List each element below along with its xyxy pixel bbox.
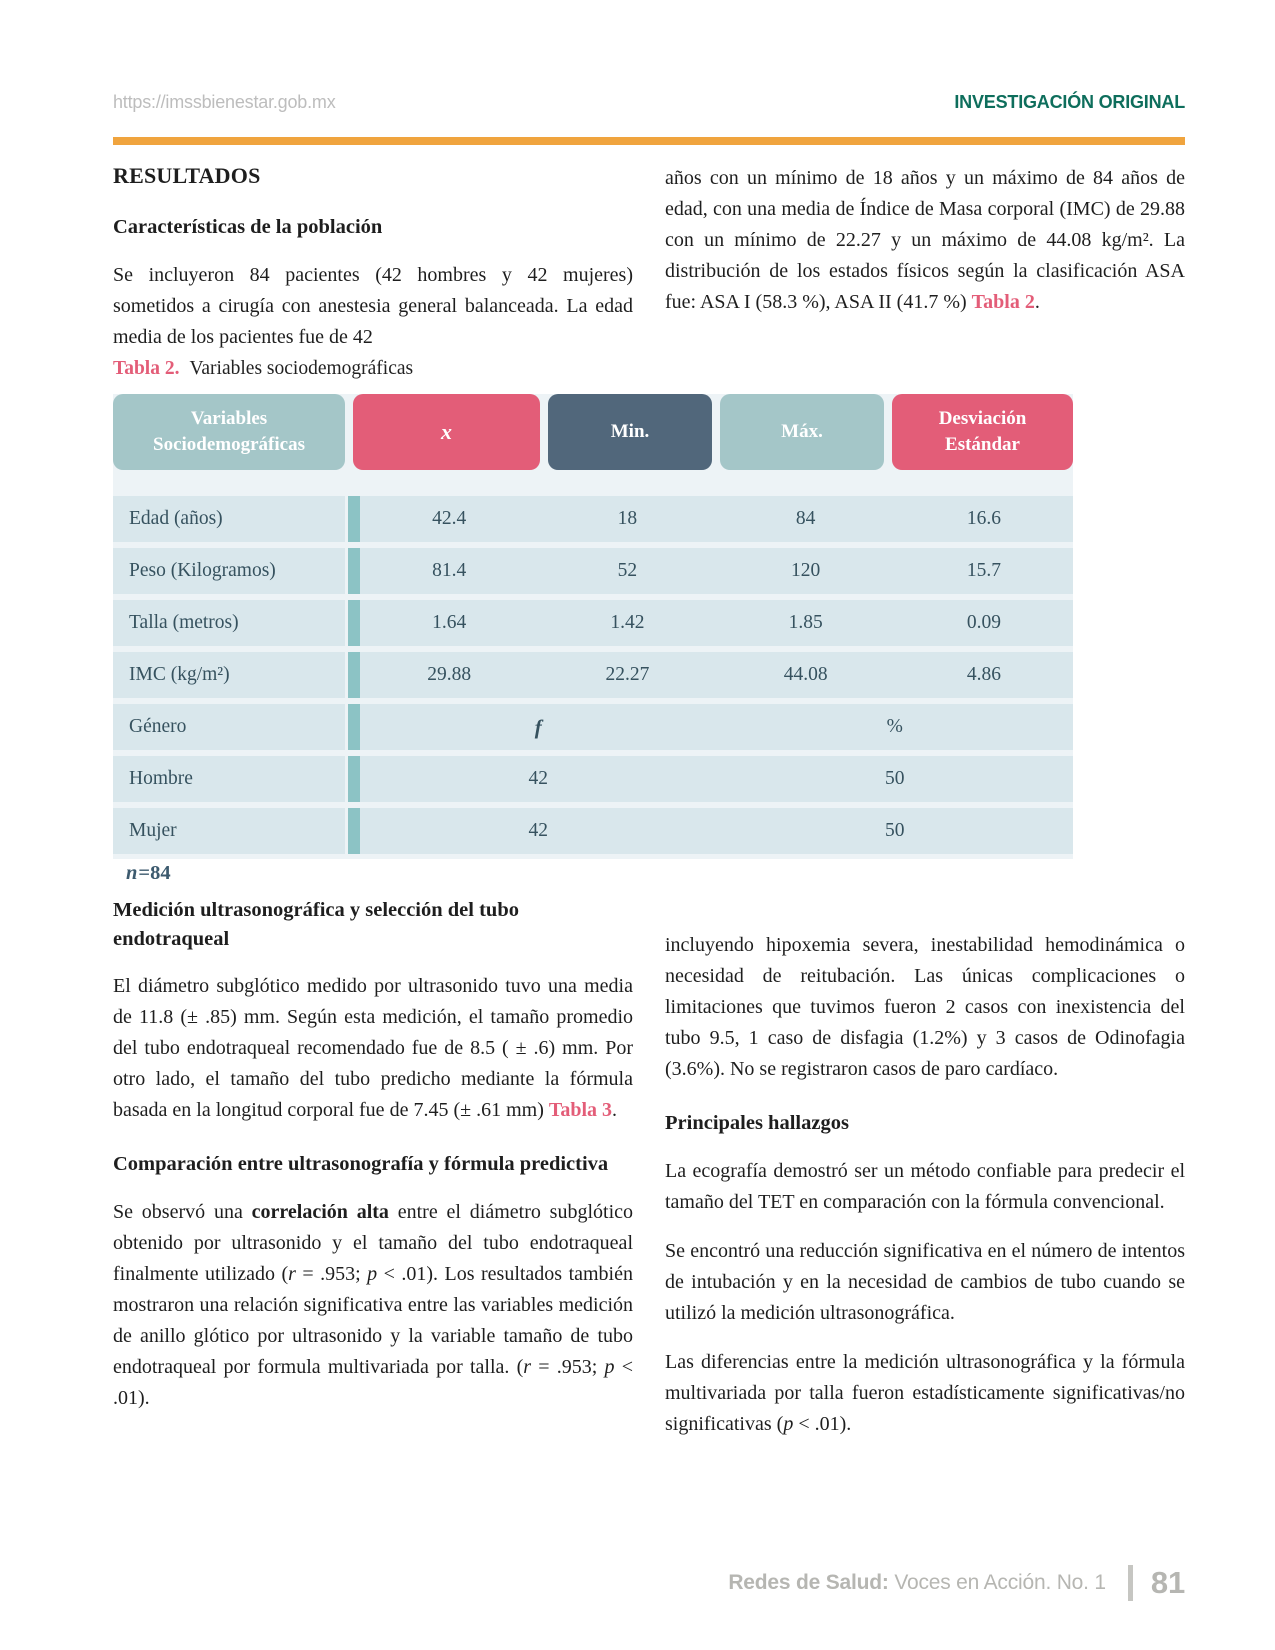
cell-value: 1.64 [432,612,467,633]
footer-divider-bar [1128,1565,1133,1601]
paragraph-hallazgos-3 [665,1347,1185,1440]
text-segment: Se observó una [113,1201,252,1224]
teal-accent-strip [348,808,360,854]
table-row-edad [113,496,1073,542]
page-number: 81 [1150,1565,1185,1600]
text-segment: r [523,1356,532,1379]
text-segment: < .01). [113,1356,633,1410]
text-segment: =84 [138,862,171,884]
text-segment: p [783,1412,794,1435]
text-segment: entre el diámetro subglótico obtenido por ultrasonido y el tamaño del tubo endotraqueal finalmente utilizado ( [113,1201,633,1286]
cell-value: 50 [885,768,905,789]
cell-value: 0.09 [966,612,1001,633]
teal-accent-strip [348,756,360,802]
paragraph-population-left [113,260,633,353]
page-footer [113,1565,1185,1601]
teal-accent-strip [348,704,360,750]
text-segment: p [604,1356,615,1379]
teal-accent-strip [348,652,360,698]
text-segment: incluyendo hipoxemia severa, inestabilidad hemodinámica o necesidad de reitubación. Las únicas complicaciones o limitaciones que tuvimos fueron 2 casos con inexistencia del tubo 9.5, 1 caso de disfagia (1.2%) y 3 casos de Odinofagia (3.6%). No se registraron casos de paro cardíaco. [665,934,1185,1080]
row-data [360,704,1073,750]
header-cell-max: Máx. [720,394,884,470]
page-header [113,92,1185,113]
row-data [360,496,1073,542]
text-segment: < .01). [793,1412,852,1435]
cell-percent-symbol: % [886,716,903,737]
row-label: IMC (kg/m²) [113,652,345,698]
cell-value: 29.88 [427,664,472,685]
table-row-mujer [113,808,1073,854]
row-label: Talla (metros) [113,600,345,646]
table-row-hombre [113,756,1073,802]
table-row-imc [113,652,1073,698]
cell-value: 120 [791,560,821,581]
subsection-hallazgos-title: Principales hallazgos [665,1112,849,1134]
table-row-peso [113,548,1073,594]
row-data [360,600,1073,646]
text-segment: n [126,862,138,884]
table2-caption [113,358,413,380]
bottom-column-right [665,930,1185,1440]
paragraph-comparacion [113,1197,633,1414]
row-data [360,808,1073,854]
cell-value: 4.86 [966,664,1001,685]
table-row-genero [113,704,1073,750]
journal-name [728,1571,1106,1595]
text-segment: Se encontró una reducción significativa en el número de intentos de intubación y en la necesidad de cambios de tubo cuando se utilizó la medición ultrasonográfica. [665,1239,1185,1324]
text-segment: Las diferencias entre la medición ultrasonográfica y la fórmula multivariada por talla fueron estadísticamente significativas/no significativas ( [665,1350,1185,1435]
row-label: Edad (años) [113,496,345,542]
results-column-right [665,163,1185,318]
text-segment: . [1034,291,1040,313]
row-label: Género [113,704,345,750]
header-cell-variables: Variables Sociodemográficas [113,394,345,470]
paragraph-population-right [665,163,1185,318]
table2-sociodemographic [113,394,1073,859]
cell-value: 50 [885,820,905,841]
subsection-medicion-title: Medición ultrasonográfica y selección del tubo endotraqueal [113,899,519,950]
cell-value: 42 [528,820,548,841]
article-category-label: INVESTIGACIÓN ORIGINAL [954,92,1185,112]
table-row-talla [113,600,1073,646]
text-segment: < .01). Los resultados también mostraron una relación significativa entre las variables medición de anillo glótico por ultrasonido y la variable tamaño de tubo endotraqueal por formula multivariada por talla. ( [113,1263,633,1379]
row-data [360,756,1073,802]
text-segment: La ecografía demostró ser un método confiable para predecir el tamaño del TET en comparación con la fórmula convencional. [665,1159,1185,1213]
cell-value: 16.6 [966,508,1001,529]
row-label: Peso (Kilogramos) [113,548,345,594]
cell-value: 18 [617,508,638,529]
cell-frequency-symbol: f [534,714,542,739]
results-column-left [113,163,633,353]
cell-value: 1.85 [788,612,823,633]
journal-name-rest: Voces en Acción. No. 1 [888,1571,1106,1594]
paragraph-medicion [113,971,633,1126]
gold-divider-rule [113,137,1185,145]
paragraph-hallazgos-2 [665,1236,1185,1329]
subsection-comparacion-title: Comparación entre ultrasonografía y fórmula predictiva [113,1153,609,1176]
teal-accent-strip [348,496,360,542]
cell-value: 84 [795,508,816,529]
text-segment: correlación alta [251,1201,389,1224]
row-label: Mujer [113,808,345,854]
bottom-column-left [113,896,633,1414]
text-segment: . [612,1099,618,1122]
cell-value: 44.08 [783,664,828,685]
cell-value: 22.27 [605,664,650,685]
header-cell-std-dev: Desviación Estándar [892,394,1073,470]
text-segment: El diámetro subglótico medido por ultrasonido tuvo una media de 11.8 (± .85) mm. Según esta medición, el tamaño promedio del tubo endotraqueal recomendado fue de 8.5 ( ± .6) mm. Por otro lado, el tamaño del tubo predicho mediante la fórmula basada en la longitud corporal fue de 7.45 (± .61 mm) [113,975,633,1122]
cell-value: 15.7 [966,560,1001,581]
row-data [360,548,1073,594]
cell-value: 42 [528,768,548,789]
row-label: Hombre [113,756,345,802]
table2-caption-label: Tabla 2. [113,358,180,379]
cell-value: 1.42 [610,612,645,633]
paragraph-hallazgos-1 [665,1156,1185,1218]
table2-sample-size-note [126,862,171,885]
text-segment: r [288,1263,296,1286]
text-segment: Se incluyeron 84 pacientes (42 hombres y 42 mujeres) sometidos a cirugía con anestesia general balanceada. La edad media de los pacientes fue de 42 [113,263,633,348]
journal-name-bold: Redes de Salud: [728,1571,889,1594]
header-cell-min: Min. [548,394,712,470]
row-data [360,652,1073,698]
table2-header-row [113,394,1073,470]
section-title-resultados: RESULTADOS [113,163,261,188]
cell-value: 42.4 [432,508,467,529]
text-segment: = .953; [295,1263,368,1286]
cell-value: 81.4 [432,560,467,581]
cell-value: 52 [617,560,638,581]
table-ref-link[interactable]: Tabla 2 [971,291,1035,313]
table-ref-link[interactable]: Tabla 3 [548,1099,613,1122]
text-segment: = .953; [531,1356,605,1379]
teal-accent-strip [348,600,360,646]
text-segment: años con un mínimo de 18 años y un máximo de 84 años de edad, con una media de Índice de Masa corporal (IMC) de 29.88 con un mínimo de 22.27 y un máximo de 44.08 kg/m². La distribución de los estados físicos según la clasificación ASA fue: ASA I (58.3 %), ASA II (41.7 %) [665,167,1185,313]
header-cell-mean: x [353,394,540,470]
teal-accent-strip [348,548,360,594]
site-url-link[interactable]: https://imssbienestar.gob.mx [113,92,336,112]
subsection-caracteristicas: Características de la población [113,216,383,238]
text-segment: p [367,1263,378,1286]
paragraph-complicaciones [665,930,1185,1085]
table2-caption-text: Variables sociodemográficas [189,358,414,379]
